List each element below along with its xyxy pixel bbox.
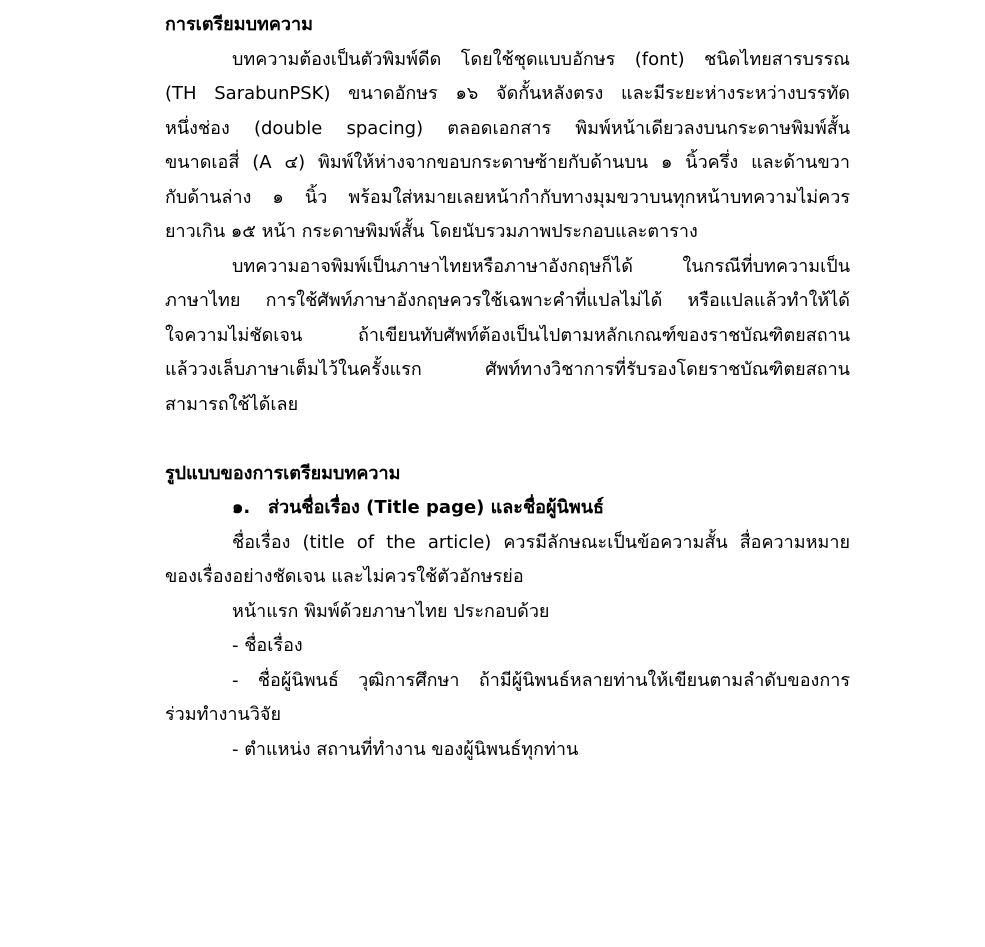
paragraph-line: ยาวเกิน ๑๕ หน้า กระดาษพิมพ์สั้น โดยนับรวมภาพประกอบและตาราง — [165, 221, 698, 242]
blank-line — [165, 422, 850, 457]
list-item: - ตำแหน่ง สถานที่ทำงาน ของผู้นิพนธ์ทุกท่าน — [232, 738, 579, 760]
paragraph-line: ของเรื่องอย่างชัดเจน และไม่ควรใช้ตัวอักษรย่อ — [165, 566, 524, 587]
paragraph-line: หนึ่งช่อง (double spacing) ตลอดเอกสาร พิมพ์หน้าเดียวลงบนกระดาษพิมพ์สั้น — [165, 117, 850, 139]
list-item-continuation: ร่วมทำงานวิจัย — [165, 704, 282, 725]
section-heading-article-format: รูปแบบของการเตรียมบทความ — [165, 462, 401, 484]
subheading-title: ส่วนชื่อเรื่อง (Title page) และชื่อผู้นิพนธ์ — [268, 497, 604, 518]
list-item: - ชื่อเรื่อง — [232, 635, 303, 656]
subheading-number: ๑. — [232, 497, 251, 518]
numbered-subheading — [165, 491, 850, 526]
paragraph-line: (TH SarabunPSK) ขนาดอักษร ๑๖ จัดกั้นหลังตรง และมีระยะห่างระหว่างบรรทัด — [165, 83, 850, 104]
paragraph-line: ขนาดเอสี่ (A ๔) พิมพ์ให้ห่างจากขอบกระดาษซ้ายกับด้านบน ๑ นิ้วครึ่ง และด้านขวา — [165, 152, 850, 173]
paragraph-line: ภาษาไทย การใช้ศัพท์ภาษาอังกฤษควรใช้เฉพาะคำที่แปลไม่ได้ หรือแปลแล้วทำให้ได้ — [165, 290, 850, 311]
list-item: - ชื่อผู้นิพนธ์ วุฒิการศึกษา ถ้ามีผู้นิพนธ์หลายท่านให้เขียนตามลำดับของการ — [232, 669, 850, 691]
section-heading-article-preparation: การเตรียมบทความ — [165, 14, 314, 35]
paragraph-line: แล้ววงเล็บภาษาเต็มไว้ในครั้งแรก ศัพท์ทางวิชาการที่รับรองโดยราชบัณฑิตยสถาน — [165, 359, 850, 380]
document-page — [165, 8, 850, 767]
paragraph-line: บทความต้องเป็นตัวพิมพ์ดีด โดยใช้ชุดแบบอักษร (font) ชนิดไทยสารบรรณ — [232, 48, 850, 70]
paragraph-line: กับด้านล่าง ๑ นิ้ว พร้อมใส่หมายเลยหน้ากำกับทางมุมขวาบนทุกหน้าบทความไม่ควร — [165, 186, 850, 208]
paragraph-line: บทความอาจพิมพ์เป็นภาษาไทยหรือภาษาอังกฤษก็ได้ ในกรณีที่บทความเป็น — [232, 255, 850, 277]
paragraph-line: ชื่อเรื่อง (title of the article) ควรมีลักษณะเป็นข้อความสั้น สื่อความหมาย — [232, 531, 850, 553]
paragraph-line: ใจความไม่ชัดเจน ถ้าเขียนทับศัพท์ต้องเป็นไปตามหลักเกณฑ์ของราชบัณฑิตยสถาน — [165, 324, 850, 346]
paragraph-line: หน้าแรก พิมพ์ด้วยภาษาไทย ประกอบด้วย — [232, 600, 550, 622]
paragraph-line: สามารถใช้ได้เลย — [165, 393, 299, 415]
